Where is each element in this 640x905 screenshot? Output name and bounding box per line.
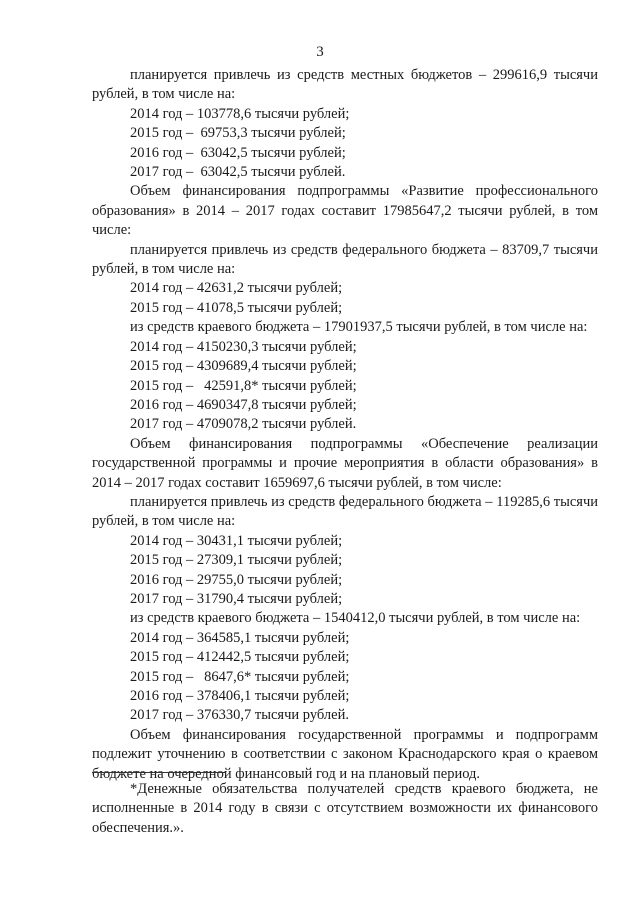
footnote-separator: [92, 772, 226, 773]
paragraph: Объем финансирования государственной программы и подпрограмм подлежит уточнению в соответствии с законом Краснодарского края о краевом бюджете на очередной финансовый год и на плановый период.: [92, 726, 598, 782]
year-line: 2017 год – 31790,4 тысячи рублей;: [130, 590, 343, 607]
year-line: 2014 год – 364585,1 тысячи рублей;: [130, 629, 350, 646]
year-line: 2016 год – 378406,1 тысячи рублей;: [130, 688, 350, 704]
year-line: 2015 год – 41078,5 тысячи рублей;: [130, 299, 343, 316]
paragraph: Объем финансирования подпрограммы «Обеспечение реализации государственной программы и прочие мероприятия в области образования» в 2014 – 2017 годах составит 1659697,6 тысячи рублей, в том числе:: [92, 435, 598, 491]
year-line: 2014 год – 103778,6 тысячи рублей;: [130, 105, 350, 122]
paragraph: Объем финансирования подпрограммы «Развитие профессионального образования» в 2014 – 2017 годах составит 17985647,2 тысячи рублей, в том числе:: [92, 183, 598, 239]
year-line: 2017 год – 63042,5 тысячи рублей.: [130, 164, 346, 181]
year-line: 2015 год – 412442,5 тысячи рублей;: [130, 649, 350, 666]
paragraph: планируется привлечь из средств местных бюджетов – 299616,9 тысячи рублей, в том числе на:: [92, 67, 598, 103]
year-line: 2015 год – 69753,3 тысячи рублей;: [130, 125, 346, 142]
year-line: 2015 год – 4309689,4 тысячи рублей;: [130, 358, 357, 375]
year-line: 2015 год – 42591,8* тысячи рублей;: [130, 377, 357, 394]
year-line: 2014 год – 42631,2 тысячи рублей;: [130, 280, 343, 297]
body-text: [92, 66, 598, 784]
year-line: 2016 год – 29755,0 тысячи рублей;: [130, 571, 343, 588]
page-number: 3: [316, 44, 324, 60]
year-line: 2015 год – 27309,1 тысячи рублей;: [130, 552, 343, 569]
year-line: 2017 год – 4709078,2 тысячи рублей.: [130, 416, 357, 433]
year-line: 2016 год – 4690347,8 тысячи рублей;: [130, 396, 357, 413]
year-line: 2014 год – 30431,1 тысячи рублей;: [130, 532, 343, 549]
paragraph: из средств краевого бюджета – 1540412,0 тысячи рублей, в том числе на:: [130, 610, 581, 627]
year-line: 2017 год – 376330,7 тысячи рублей.: [130, 707, 349, 724]
paragraph: планируется привлечь из средств федерального бюджета – 119285,6 тысячи рублей, в том числе на:: [92, 493, 598, 530]
footnote: *Денежные обязательства получателей средств краевого бюджета, не исполненные в 2014 году в связи с отсутствием возможности их финансового обеспечения.».: [92, 781, 598, 836]
year-line: 2014 год – 4150230,3 тысячи рублей;: [130, 338, 357, 355]
paragraph: планируется привлечь из средств федерального бюджета – 83709,7 тысячи рублей, в том числе на:: [92, 241, 598, 278]
year-line: 2016 год – 63042,5 тысячи рублей;: [130, 144, 346, 161]
paragraph: из средств краевого бюджета – 17901937,5 тысячи рублей, в том числе на:: [130, 319, 588, 336]
year-line: 2015 год – 8647,6* тысячи рублей;: [130, 668, 350, 685]
